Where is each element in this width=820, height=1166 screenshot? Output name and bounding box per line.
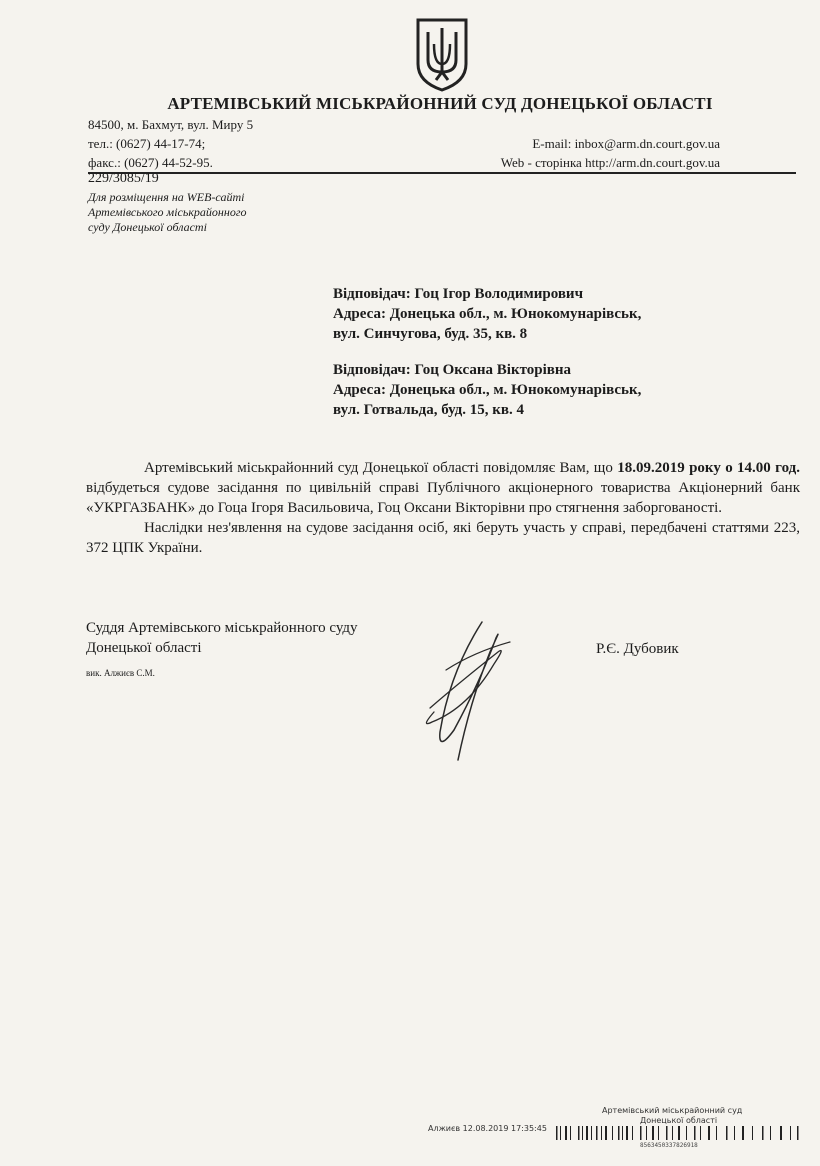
trident-icon bbox=[412, 14, 472, 94]
defendant-address: Адреса: Донецька обл., м. Юнокомунарівськ, bbox=[333, 382, 642, 398]
barcode-court-label: Артемівський міськрайонний суд bbox=[602, 1106, 743, 1115]
barcode-court-region: Донецької області bbox=[640, 1116, 718, 1125]
defendant-street: вул. Синчугова, буд. 35, кв. 8 bbox=[333, 326, 528, 342]
handwritten-signature bbox=[410, 612, 520, 772]
web-note-line: суду Донецької області bbox=[88, 220, 207, 234]
defendant-name: Відповідач: Гоц Ігор Володимирович bbox=[333, 286, 584, 302]
judge-title bbox=[86, 618, 358, 658]
notice-paragraph bbox=[86, 458, 800, 518]
barcode-timestamp: Алжиєв 12.08.2019 17:35:45 bbox=[428, 1124, 547, 1133]
court-contacts bbox=[88, 115, 253, 172]
hearing-datetime: 18.09.2019 року о 14.00 год. bbox=[617, 460, 800, 476]
web-note-line: Артемівського міськрайонного bbox=[88, 205, 247, 219]
notice-body bbox=[86, 458, 800, 558]
addressee-block bbox=[333, 360, 641, 420]
header-divider bbox=[88, 172, 796, 174]
judge-title-line: Донецької області bbox=[86, 640, 202, 656]
court-address: 84500, м. Бахмут, вул. Миру 5 bbox=[88, 117, 254, 132]
court-phone: тел.: (0627) 44-17-74; bbox=[88, 136, 206, 151]
consequences-paragraph: Наслідки нез'явлення на судове засідання осіб, які беруть участь у справі, передбачені статтями 223, 372 ЦПК України. bbox=[86, 520, 800, 556]
notice-text: відбудеться судове засідання по цивільній справі Публічного акціонерного товариства Акціонерний банк «УКРГАЗБАНК» до Гоца Ігоря Васильовича, Гоц Оксани Вікторівни про стягнення заборгованості. bbox=[86, 480, 800, 516]
barcode-icon bbox=[556, 1126, 800, 1140]
executor-note: вик. Алжиєв С.М. bbox=[86, 668, 155, 678]
web-note-line: Для розміщення на WEB-сайті bbox=[88, 190, 245, 204]
defendant-street: вул. Готвальда, буд. 15, кв. 4 bbox=[333, 402, 525, 418]
court-email: E-mail: inbox@arm.dn.court.gov.ua bbox=[532, 136, 720, 151]
judge-title-line: Суддя Артемівського міськрайонного суду bbox=[86, 620, 358, 636]
defendant-address: Адреса: Донецька обл., м. Юнокомунарівськ, bbox=[333, 306, 642, 322]
court-online-contacts bbox=[420, 134, 720, 172]
barcode-stamp bbox=[428, 1100, 800, 1160]
barcode-digits: 8563450337826918 bbox=[640, 1142, 698, 1149]
court-fax: факс.: (0627) 44-52-95. bbox=[88, 155, 213, 170]
case-number: 229/3085/19 bbox=[88, 171, 159, 186]
web-publication-note bbox=[88, 190, 328, 235]
judge-name: Р.Є. Дубовик bbox=[596, 641, 679, 657]
notice-text: Артемівський міськрайонний суд Донецької області повідомляє Вам, що bbox=[144, 460, 618, 476]
addressee-block bbox=[333, 284, 641, 344]
court-website: Web - сторінка http://arm.dn.court.gov.ua bbox=[500, 155, 720, 170]
court-title: АРТЕМІВСЬКИЙ МІСЬКРАЙОННИЙ СУД ДОНЕЦЬКОЇ ОБЛАСТІ bbox=[167, 94, 713, 113]
defendant-name: Відповідач: Гоц Оксана Вікторівна bbox=[333, 362, 572, 378]
